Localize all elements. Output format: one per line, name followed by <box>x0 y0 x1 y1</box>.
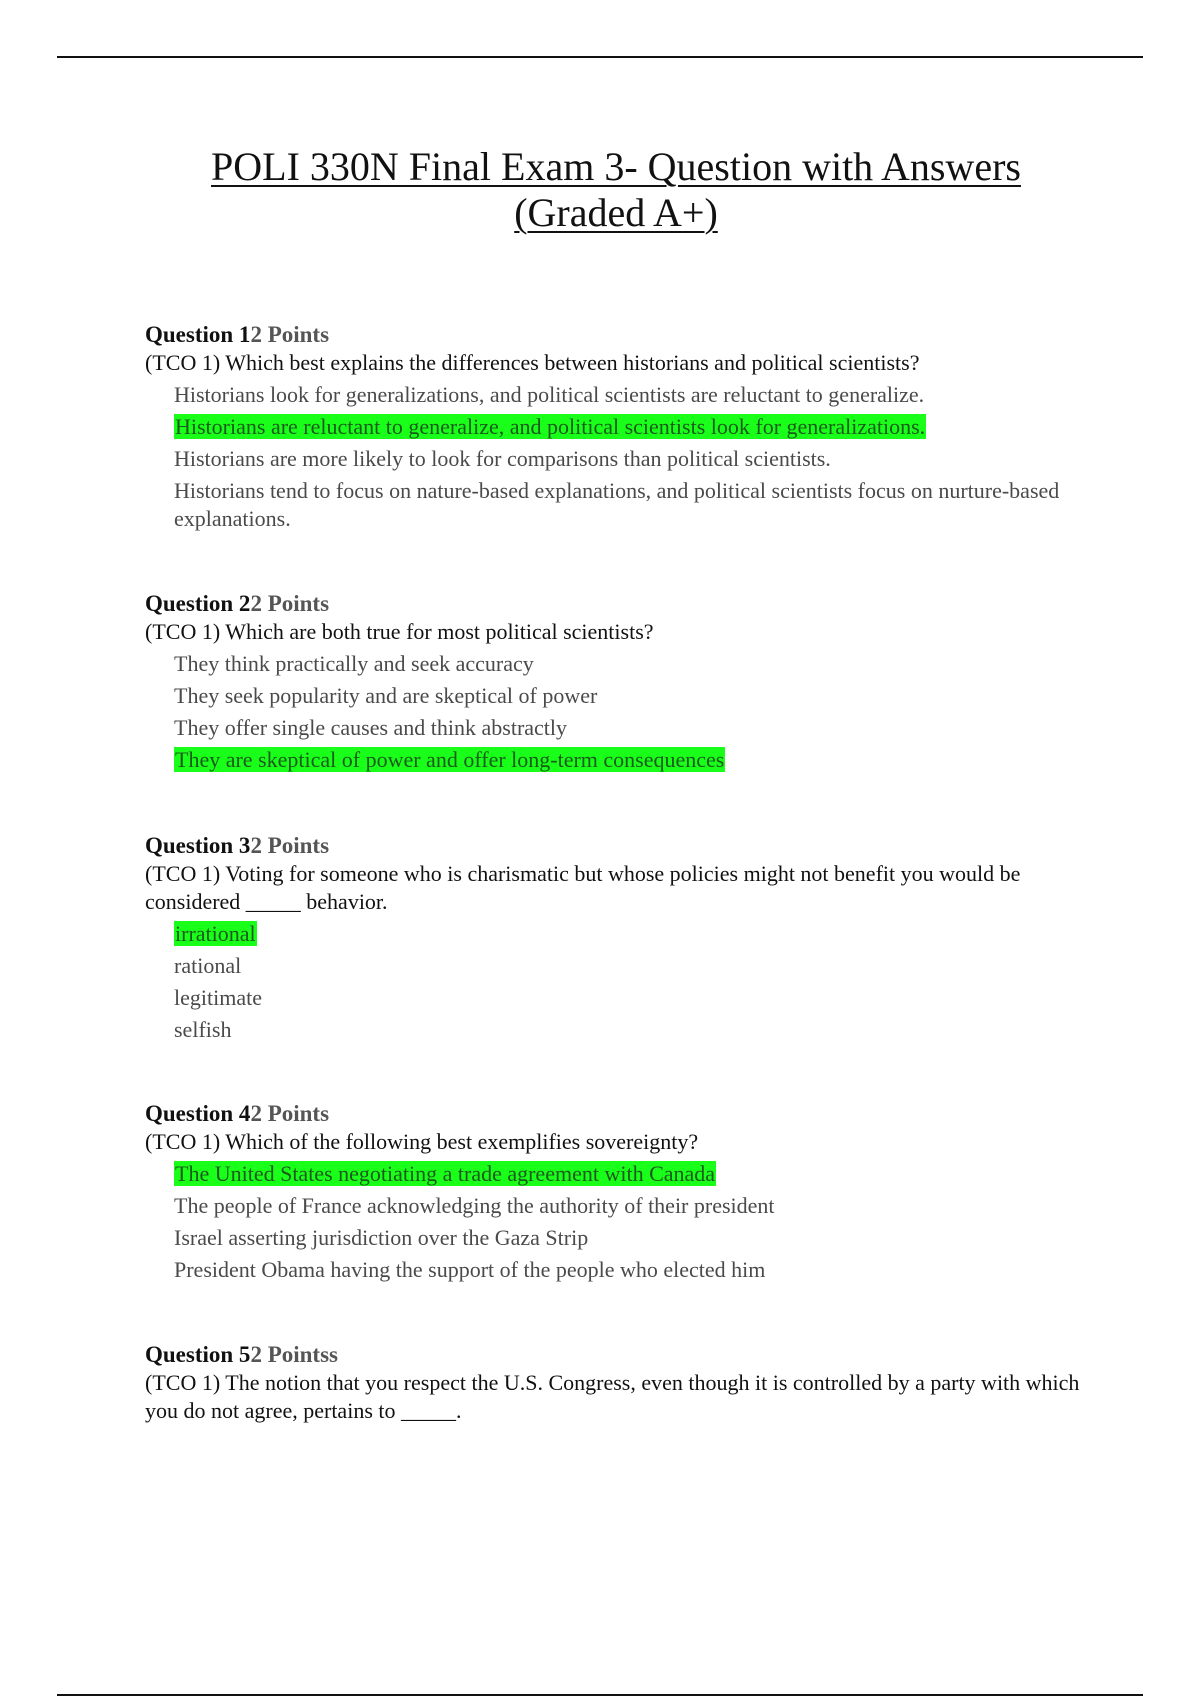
question-text: (TCO 1) Voting for someone who is charismatic but whose policies might not benefit you would be considered _____ behavior. <box>145 861 1021 914</box>
question-points: 2 Points <box>250 322 330 347</box>
question-text: (TCO 1) Which best explains the differences between historians and political scientists? <box>145 350 920 375</box>
answer-option[interactable] <box>145 1016 1105 1044</box>
answer-option-text: They seek popularity and are skeptical of power <box>174 683 598 708</box>
question-text: (TCO 1) Which of the following best exemplifies sovereignty? <box>145 1129 699 1154</box>
answer-option[interactable] <box>145 445 1105 473</box>
answer-option-text: irrational <box>175 921 256 946</box>
answer-option[interactable] <box>145 682 1105 710</box>
question-label: Question 2 <box>145 591 251 616</box>
question-label: Question 5 <box>145 1342 251 1367</box>
answer-option-text: The people of France acknowledging the authority of their president <box>174 1193 775 1218</box>
answer-option[interactable] <box>145 650 1105 678</box>
title-line-2: (Graded A+) <box>514 190 718 235</box>
answer-options <box>145 650 1105 774</box>
answer-option-text: Historians tend to focus on nature-based explanations, and political scientists focus on nurture-based explanations. <box>174 478 1060 531</box>
document-title <box>0 144 1200 236</box>
question-label: Question 3 <box>145 833 251 858</box>
question-points: 2 Points <box>250 833 330 858</box>
answer-option-correct[interactable] <box>145 413 1105 441</box>
question-5 <box>145 1341 1105 1425</box>
answer-option-text: They offer single causes and think abstractly <box>174 715 568 740</box>
answer-option[interactable] <box>145 1192 1105 1220</box>
answer-option[interactable] <box>145 714 1105 742</box>
answer-option-text: Historians are reluctant to generalize, and political scientists look for generalizations. <box>175 414 926 439</box>
title-line-1: POLI 330N Final Exam 3- Question with Answers <box>211 144 1021 189</box>
answer-option-correct[interactable] <box>145 746 1105 774</box>
answer-option-text: rational <box>174 953 242 978</box>
question-header <box>145 590 1105 618</box>
question-4 <box>145 1100 1105 1284</box>
answer-option[interactable] <box>145 984 1105 1012</box>
answer-option-text: selfish <box>174 1017 232 1042</box>
answer-option-text: The United States negotiating a trade agreement with Canada <box>175 1161 716 1186</box>
answer-option-text: Israel asserting jurisdiction over the Gaza Strip <box>174 1225 589 1250</box>
question-3 <box>145 832 1105 1044</box>
question-text: (TCO 1) Which are both true for most political scientists? <box>145 619 654 644</box>
answer-option-correct[interactable] <box>145 1160 1105 1188</box>
answer-options <box>145 1160 1105 1284</box>
question-header <box>145 1100 1105 1128</box>
top-rule <box>57 56 1143 58</box>
answer-options <box>145 381 1105 533</box>
answer-option[interactable] <box>145 1224 1105 1252</box>
answer-option[interactable] <box>145 381 1105 409</box>
question-points: 2 Points <box>250 591 330 616</box>
answer-option[interactable] <box>145 477 1105 533</box>
answer-option-text: Historians are more likely to look for comparisons than political scientists. <box>174 446 831 471</box>
question-2 <box>145 590 1105 774</box>
question-header <box>145 321 1105 349</box>
question-label: Question 1 <box>145 322 251 347</box>
answer-option-correct[interactable] <box>145 920 1105 948</box>
question-header <box>145 1341 1105 1369</box>
question-1 <box>145 321 1105 533</box>
question-label: Question 4 <box>145 1101 251 1126</box>
answer-option[interactable] <box>145 1256 1105 1284</box>
question-points: 2 Pointss <box>250 1342 338 1367</box>
answer-option[interactable] <box>145 952 1105 980</box>
question-points: 2 Points <box>250 1101 330 1126</box>
answer-option-text: legitimate <box>174 985 262 1010</box>
bottom-rule <box>57 1694 1143 1696</box>
question-text: (TCO 1) The notion that you respect the U.S. Congress, even though it is controlled by a party with which you do not agree, pertains to _____. <box>145 1370 1080 1423</box>
answer-option-text: Historians look for generalizations, and political scientists are reluctant to generalize. <box>174 382 925 407</box>
answer-option-text: President Obama having the support of the people who elected him <box>174 1257 766 1282</box>
question-header <box>145 832 1105 860</box>
answer-option-text: They are skeptical of power and offer long-term consequences <box>175 747 725 772</box>
answer-options <box>145 920 1105 1044</box>
answer-option-text: They think practically and seek accuracy <box>174 651 534 676</box>
